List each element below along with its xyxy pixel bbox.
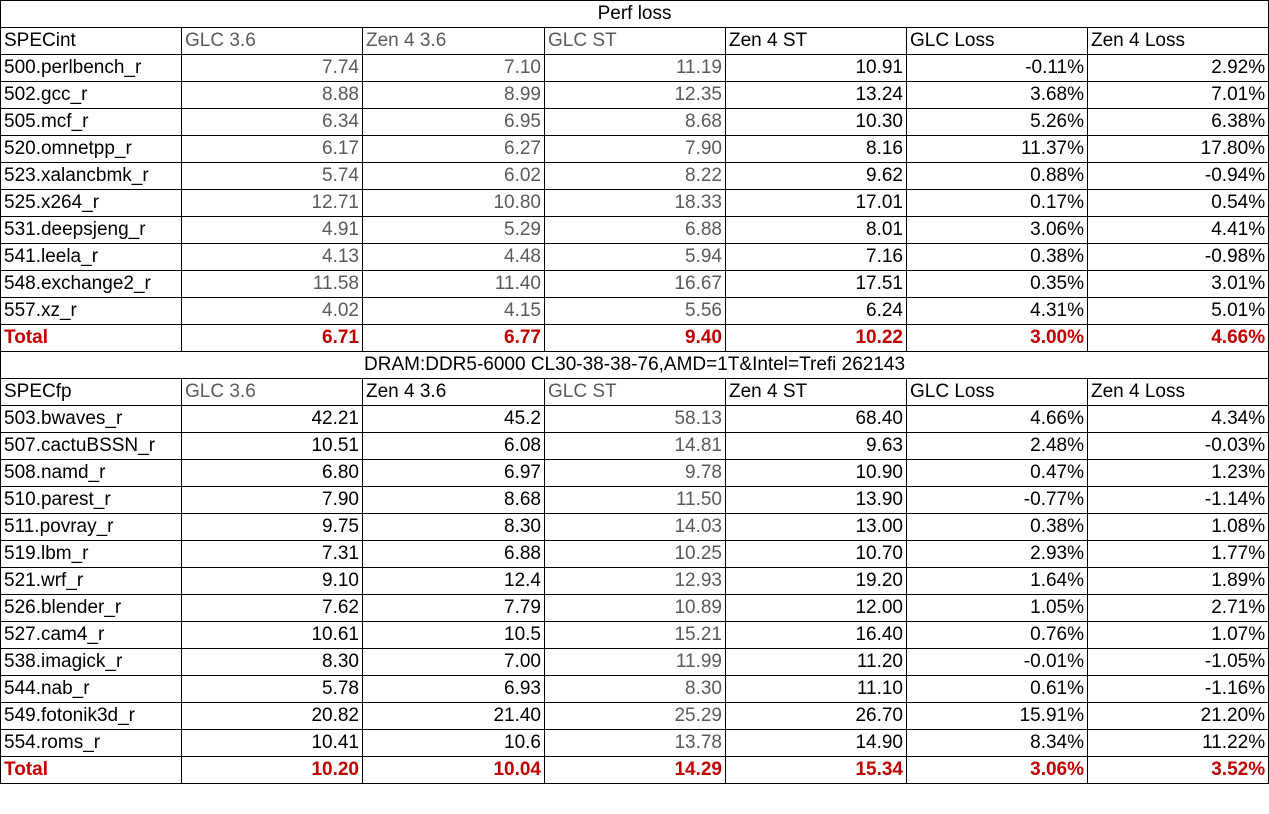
table-cell: 13.24 [726, 82, 907, 109]
table-cell: 6.08 [363, 433, 545, 460]
table-cell: 14.81 [545, 433, 726, 460]
table-row [1, 568, 1269, 595]
table-cell: 0.38% [907, 244, 1088, 271]
table-cell: 1.07% [1088, 622, 1269, 649]
table-cell: 58.13 [545, 406, 726, 433]
table-cell: 8.30 [182, 649, 363, 676]
benchmark-name: 508.namd_r [1, 460, 182, 487]
table-cell: 8.99 [363, 82, 545, 109]
benchmark-name: 557.xz_r [1, 298, 182, 325]
table-cell: 9.10 [182, 568, 363, 595]
total-cell: 3.06% [907, 757, 1088, 784]
specfp-header-row [1, 379, 1269, 406]
table-cell: 14.90 [726, 730, 907, 757]
column-header: GLC Loss [907, 379, 1088, 406]
table-cell: 17.80% [1088, 136, 1269, 163]
table-cell: 6.80 [182, 460, 363, 487]
benchmark-name: 525.x264_r [1, 190, 182, 217]
table-cell: 7.62 [182, 595, 363, 622]
table-cell: 19.20 [726, 568, 907, 595]
table-row [1, 649, 1269, 676]
table-cell: 17.51 [726, 271, 907, 298]
total-cell: 15.34 [726, 757, 907, 784]
table-cell: -1.05% [1088, 649, 1269, 676]
table-row [1, 460, 1269, 487]
table-cell: 8.30 [545, 676, 726, 703]
table-cell: 4.15 [363, 298, 545, 325]
benchmark-name: 544.nab_r [1, 676, 182, 703]
table-cell: 11.99 [545, 649, 726, 676]
table-cell: 4.41% [1088, 217, 1269, 244]
table-cell: 8.30 [363, 514, 545, 541]
table-cell: 5.56 [545, 298, 726, 325]
table-cell: 13.90 [726, 487, 907, 514]
table-cell: 5.29 [363, 217, 545, 244]
table-cell: 16.40 [726, 622, 907, 649]
table-row [1, 190, 1269, 217]
table-cell: 0.88% [907, 163, 1088, 190]
table-cell: 15.21 [545, 622, 726, 649]
table-row [1, 82, 1269, 109]
table-row [1, 136, 1269, 163]
total-cell: 10.04 [363, 757, 545, 784]
benchmark-name: 527.cam4_r [1, 622, 182, 649]
benchmark-name: 500.perlbench_r [1, 55, 182, 82]
table-cell: 10.90 [726, 460, 907, 487]
table-cell: 16.67 [545, 271, 726, 298]
table-cell: 7.10 [363, 55, 545, 82]
table-cell: 8.22 [545, 163, 726, 190]
table-row [1, 217, 1269, 244]
dram-note: DRAM:DDR5-6000 CL30-38-38-76,AMD=1T&Intel=Trefi 262143 [1, 352, 1269, 379]
column-header: Zen 4 ST [726, 379, 907, 406]
table-cell: -1.14% [1088, 487, 1269, 514]
table-cell: 6.93 [363, 676, 545, 703]
benchmark-name: 520.omnetpp_r [1, 136, 182, 163]
benchmark-name: 507.cactuBSSN_r [1, 433, 182, 460]
benchmark-name: 549.fotonik3d_r [1, 703, 182, 730]
table-cell: 8.88 [182, 82, 363, 109]
table-cell: 11.58 [182, 271, 363, 298]
table-cell: 42.21 [182, 406, 363, 433]
table-cell: 12.00 [726, 595, 907, 622]
table-cell: 1.05% [907, 595, 1088, 622]
table-cell: 5.94 [545, 244, 726, 271]
benchmark-name: 503.bwaves_r [1, 406, 182, 433]
table-cell: 2.92% [1088, 55, 1269, 82]
table-cell: 8.68 [545, 109, 726, 136]
column-header: GLC 3.6 [182, 28, 363, 55]
table-cell: 8.01 [726, 217, 907, 244]
benchmark-name: 523.xalancbmk_r [1, 163, 182, 190]
table-cell: 0.54% [1088, 190, 1269, 217]
table-cell: 13.00 [726, 514, 907, 541]
table-cell: 11.50 [545, 487, 726, 514]
table-row [1, 163, 1269, 190]
table-cell: 4.91 [182, 217, 363, 244]
table-cell: 10.30 [726, 109, 907, 136]
table-cell: 45.2 [363, 406, 545, 433]
benchmark-name: 502.gcc_r [1, 82, 182, 109]
table-cell: 14.03 [545, 514, 726, 541]
table-cell: 1.08% [1088, 514, 1269, 541]
column-header: GLC 3.6 [182, 379, 363, 406]
table-cell: 0.47% [907, 460, 1088, 487]
specfp-total-row [1, 757, 1269, 784]
table-row [1, 433, 1269, 460]
benchmark-name: 541.leela_r [1, 244, 182, 271]
column-header: SPECfp [1, 379, 182, 406]
table-cell: 12.71 [182, 190, 363, 217]
table-cell: 6.17 [182, 136, 363, 163]
table-row [1, 109, 1269, 136]
total-cell: 9.40 [545, 325, 726, 352]
table-row [1, 244, 1269, 271]
total-cell: 10.22 [726, 325, 907, 352]
table-cell: 26.70 [726, 703, 907, 730]
table-cell: 4.34% [1088, 406, 1269, 433]
table-cell: 0.76% [907, 622, 1088, 649]
table-cell: 2.93% [907, 541, 1088, 568]
table-cell: 13.78 [545, 730, 726, 757]
table-row [1, 622, 1269, 649]
table-cell: 21.40 [363, 703, 545, 730]
total-cell: 4.66% [1088, 325, 1269, 352]
table-cell: 6.24 [726, 298, 907, 325]
table-cell: 11.10 [726, 676, 907, 703]
table-cell: 1.23% [1088, 460, 1269, 487]
total-cell: 3.00% [907, 325, 1088, 352]
table-row [1, 541, 1269, 568]
table-cell: 9.78 [545, 460, 726, 487]
benchmark-name: 531.deepsjeng_r [1, 217, 182, 244]
benchmark-name: 519.lbm_r [1, 541, 182, 568]
table-cell: 11.20 [726, 649, 907, 676]
table-cell: 11.37% [907, 136, 1088, 163]
table-cell: 9.75 [182, 514, 363, 541]
table-cell: 5.74 [182, 163, 363, 190]
table-cell: 1.89% [1088, 568, 1269, 595]
total-label: Total [1, 757, 182, 784]
benchmark-name: 526.blender_r [1, 595, 182, 622]
table-row [1, 55, 1269, 82]
table-cell: 3.06% [907, 217, 1088, 244]
table-cell: 11.40 [363, 271, 545, 298]
table-cell: 10.6 [363, 730, 545, 757]
table-title: Perf loss [1, 1, 1269, 28]
table-row [1, 406, 1269, 433]
benchmark-name: 548.exchange2_r [1, 271, 182, 298]
table-cell: 3.68% [907, 82, 1088, 109]
table-cell: 11.19 [545, 55, 726, 82]
table-cell: 6.38% [1088, 109, 1269, 136]
table-cell: 10.80 [363, 190, 545, 217]
benchmark-name: 505.mcf_r [1, 109, 182, 136]
table-cell: 10.5 [363, 622, 545, 649]
table-cell: 0.61% [907, 676, 1088, 703]
table-cell: -0.03% [1088, 433, 1269, 460]
table-row [1, 595, 1269, 622]
table-cell: 7.00 [363, 649, 545, 676]
table-cell: 10.51 [182, 433, 363, 460]
table-cell: 2.48% [907, 433, 1088, 460]
table-cell: 6.02 [363, 163, 545, 190]
table-row [1, 298, 1269, 325]
table-cell: -0.94% [1088, 163, 1269, 190]
table-row [1, 730, 1269, 757]
table-cell: 7.79 [363, 595, 545, 622]
dram-note-row [1, 352, 1269, 379]
table-cell: 4.66% [907, 406, 1088, 433]
table-cell: -1.16% [1088, 676, 1269, 703]
column-header: GLC ST [545, 28, 726, 55]
table-row [1, 676, 1269, 703]
table-cell: 15.91% [907, 703, 1088, 730]
total-cell: 6.77 [363, 325, 545, 352]
table-cell: 6.34 [182, 109, 363, 136]
table-row [1, 514, 1269, 541]
table-cell: 10.41 [182, 730, 363, 757]
table-cell: 0.35% [907, 271, 1088, 298]
table-cell: 20.82 [182, 703, 363, 730]
table-cell: 5.26% [907, 109, 1088, 136]
table-cell: 4.13 [182, 244, 363, 271]
table-cell: 1.64% [907, 568, 1088, 595]
table-cell: 7.31 [182, 541, 363, 568]
table-cell: -0.77% [907, 487, 1088, 514]
benchmark-name: 510.parest_r [1, 487, 182, 514]
table-row [1, 271, 1269, 298]
benchmark-name: 538.imagick_r [1, 649, 182, 676]
table-cell: 9.62 [726, 163, 907, 190]
title-row [1, 1, 1269, 28]
table-cell: 25.29 [545, 703, 726, 730]
table-cell: 12.35 [545, 82, 726, 109]
table-cell: 0.17% [907, 190, 1088, 217]
table-cell: 7.16 [726, 244, 907, 271]
table-row [1, 487, 1269, 514]
table-cell: 12.4 [363, 568, 545, 595]
column-header: Zen 4 3.6 [363, 379, 545, 406]
table-cell: 2.71% [1088, 595, 1269, 622]
table-cell: 7.90 [182, 487, 363, 514]
table-cell: -0.01% [907, 649, 1088, 676]
table-cell: 7.01% [1088, 82, 1269, 109]
total-cell: 3.52% [1088, 757, 1269, 784]
specint-total-row [1, 325, 1269, 352]
table-cell: 6.88 [363, 541, 545, 568]
table-cell: 10.91 [726, 55, 907, 82]
table-cell: 4.31% [907, 298, 1088, 325]
column-header: Zen 4 ST [726, 28, 907, 55]
total-label: Total [1, 325, 182, 352]
table-cell: 10.89 [545, 595, 726, 622]
table-cell: 10.70 [726, 541, 907, 568]
table-cell: 6.97 [363, 460, 545, 487]
column-header: Zen 4 3.6 [363, 28, 545, 55]
table-cell: 5.78 [182, 676, 363, 703]
table-cell: 1.77% [1088, 541, 1269, 568]
table-cell: 10.61 [182, 622, 363, 649]
total-cell: 6.71 [182, 325, 363, 352]
table-cell: 7.74 [182, 55, 363, 82]
table-cell: 8.68 [363, 487, 545, 514]
table-cell: 6.27 [363, 136, 545, 163]
benchmark-name: 511.povray_r [1, 514, 182, 541]
table-cell: 6.95 [363, 109, 545, 136]
table-cell: 4.48 [363, 244, 545, 271]
table-cell: 8.16 [726, 136, 907, 163]
table-cell: 18.33 [545, 190, 726, 217]
column-header: GLC Loss [907, 28, 1088, 55]
table-cell: 11.22% [1088, 730, 1269, 757]
table-cell: 21.20% [1088, 703, 1269, 730]
benchmark-name: 554.roms_r [1, 730, 182, 757]
table-cell: 5.01% [1088, 298, 1269, 325]
table-cell: 8.34% [907, 730, 1088, 757]
total-cell: 14.29 [545, 757, 726, 784]
total-cell: 10.20 [182, 757, 363, 784]
table-cell: 9.63 [726, 433, 907, 460]
table-cell: 7.90 [545, 136, 726, 163]
column-header: SPECint [1, 28, 182, 55]
table-cell: 17.01 [726, 190, 907, 217]
table-cell: 6.88 [545, 217, 726, 244]
specint-header-row [1, 28, 1269, 55]
table-cell: -0.11% [907, 55, 1088, 82]
column-header: Zen 4 Loss [1088, 379, 1269, 406]
table-cell: -0.98% [1088, 244, 1269, 271]
table-cell: 3.01% [1088, 271, 1269, 298]
table-cell: 68.40 [726, 406, 907, 433]
table-cell: 4.02 [182, 298, 363, 325]
table-cell: 10.25 [545, 541, 726, 568]
column-header: Zen 4 Loss [1088, 28, 1269, 55]
table-cell: 12.93 [545, 568, 726, 595]
column-header: GLC ST [545, 379, 726, 406]
benchmark-name: 521.wrf_r [1, 568, 182, 595]
table-cell: 0.38% [907, 514, 1088, 541]
table-row [1, 703, 1269, 730]
